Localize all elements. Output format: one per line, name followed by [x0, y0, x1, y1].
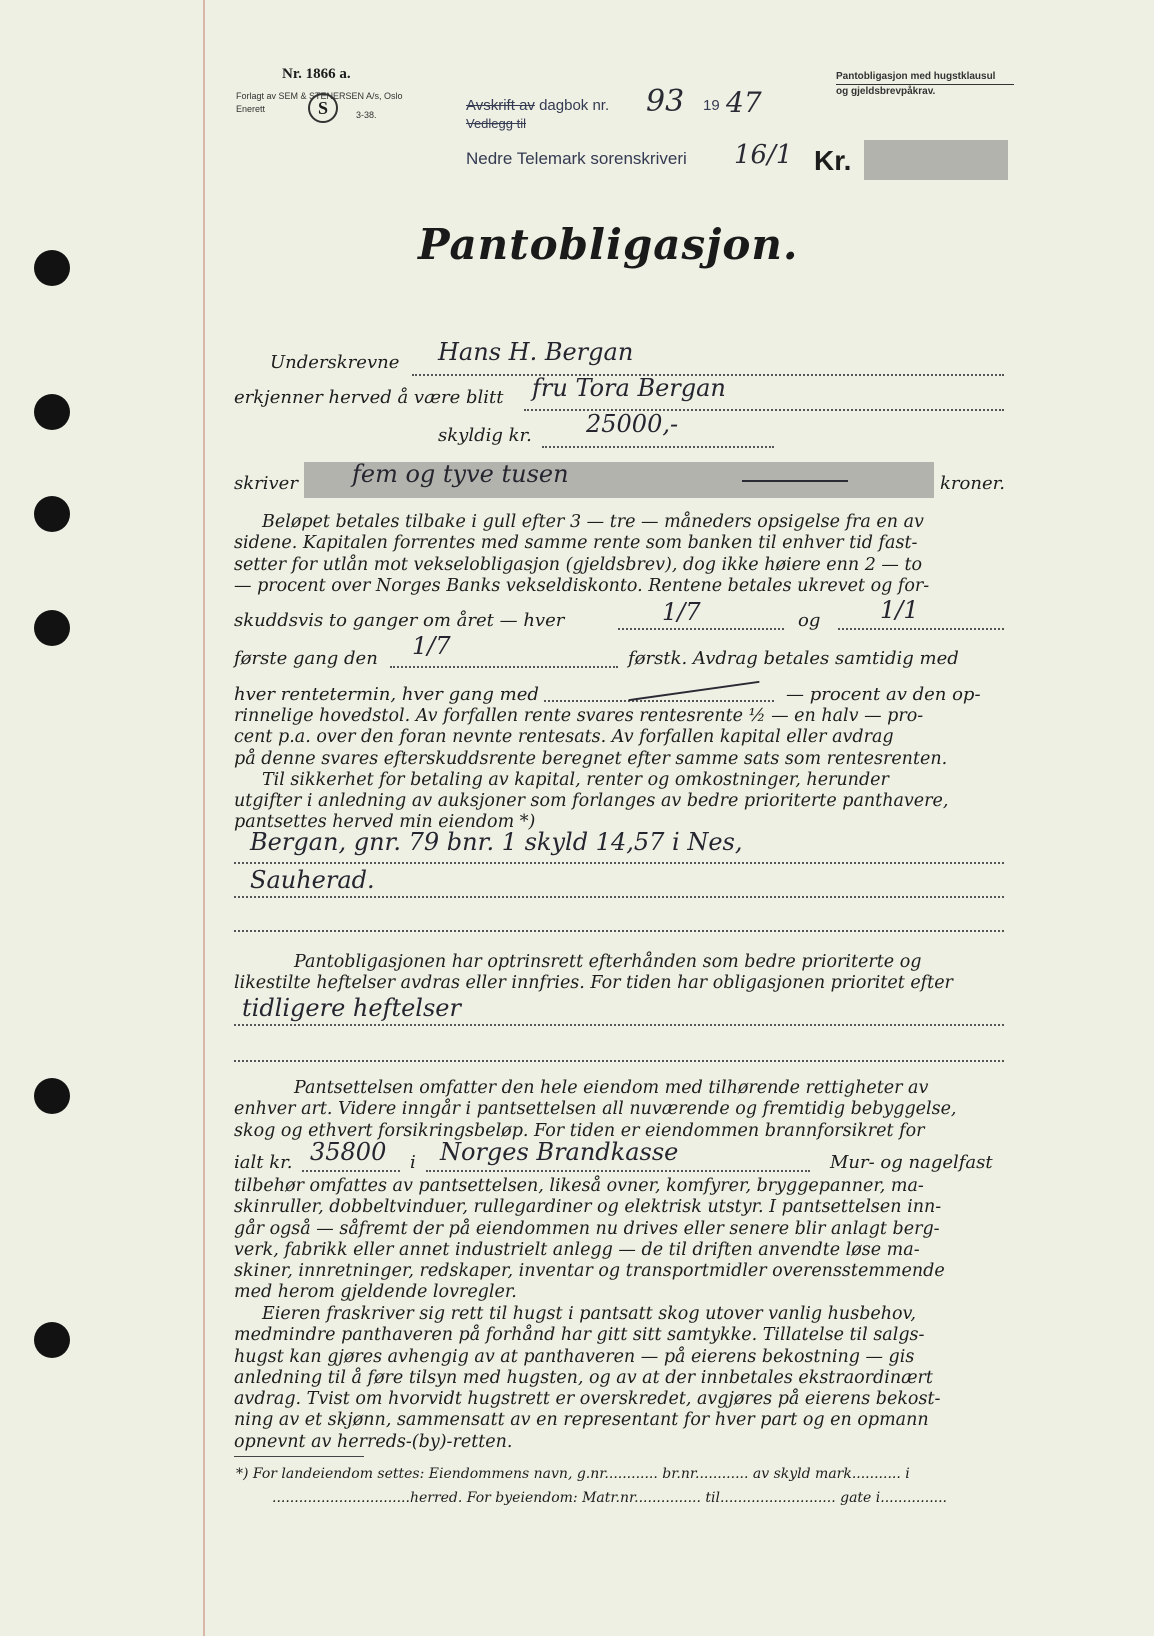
insured-amount: 35800	[310, 1138, 387, 1166]
clause-line: Eieren fraskriver sig rett til hugst i pantsatt skog utover vanlig husbehov,	[262, 1304, 916, 1324]
dotted-line	[390, 666, 618, 668]
stamp-struck-avskrift: Avskrift av	[466, 97, 535, 114]
undersigned-label: Underskrevne	[270, 352, 400, 373]
binder-hole	[34, 1322, 70, 1358]
margin-line	[203, 0, 205, 1636]
clause-line: sidene. Kapitalen forrentes med samme rente som banken til enhver tid fast-	[234, 533, 918, 554]
form-number: Nr. 1866 a.	[282, 66, 351, 82]
total-label: ialt kr.	[234, 1152, 293, 1173]
dotted-line	[234, 930, 1004, 932]
priority-value: tidligere heftelser	[242, 994, 461, 1022]
creditor-value: fru Tora Bergan	[532, 374, 726, 402]
year-suffix: 47	[726, 86, 762, 119]
year-prefix: 19	[703, 97, 720, 114]
clause-line: skinruller, dobbeltvinduer, rullegardiner og elektrisk utstyr. I pantsettelsen inn-	[234, 1197, 942, 1218]
clause-line: — procent over Norges Banks vekseldiskonto. Rentene betales ukrevet og for-	[234, 575, 930, 596]
clause-line: tilbehør omfattes av pantsettelsen, likeså ovner, komfyrer, bryggepanner, ma-	[234, 1176, 924, 1196]
stamp-struck-vedlegg: Vedlegg til	[466, 116, 526, 131]
clause-fixtures	[234, 1176, 1008, 1304]
clause-line: opnevnt av herreds-(by)-retten.	[234, 1431, 513, 1452]
dotted-line	[426, 1170, 810, 1172]
dotted-line	[234, 862, 1004, 864]
dotted-line	[234, 1024, 1004, 1026]
dotted-line	[618, 628, 784, 630]
dotted-line	[838, 628, 1004, 630]
dotted-line	[542, 446, 774, 448]
publisher-enerett: Enerett	[236, 104, 266, 114]
clause-interest	[234, 706, 1008, 834]
binder-hole	[34, 250, 70, 286]
clause-line: cent p.a. over den foran nevnte rentesats. Av forfallen kapital eller avdrag	[234, 727, 894, 748]
clause-line: Pantobligasjonen har optrinsrett efterhånden som bedre prioriterte og	[294, 952, 922, 972]
clause-line: går også — såfremt der på eiendommen nu drives eller senere blir anlagt berg-	[234, 1218, 940, 1239]
clause-repayment	[234, 512, 1008, 597]
each-term-rest: — procent av den op-	[786, 684, 981, 705]
amount-words: fem og tyve tusen	[352, 460, 569, 488]
installment-date-1: 1/7	[662, 598, 701, 626]
clause-coverage	[234, 1078, 1008, 1142]
clause-line: Beløpet betales tilbake i gull efter 3 — tre — måneders opsigelse fra en av	[262, 512, 924, 532]
clause-line: verk, fabrikk eller annet industrielt anlegg — de til driften anvendte løse ma-	[234, 1239, 920, 1260]
footnote-line-2: ...............................herred. For byeiendom: Matr.nr............... til.......................... gate i...............	[272, 1490, 948, 1506]
stamp-line-1	[466, 97, 609, 114]
clause-line: medmindre panthaveren på forhånd har gitt sitt samtykke. Tillatelse til salgs-	[234, 1325, 925, 1346]
top-right-note	[836, 70, 1014, 99]
clause-line: med herom gjeldende lovregler.	[234, 1282, 517, 1303]
clause-line: anledning til å føre tilsyn med hugsten, og av at der innbetales ekstraordinært	[234, 1367, 933, 1388]
dotted-line	[234, 896, 1004, 898]
clause-logging	[234, 1304, 1008, 1453]
property-line-1: Bergan, gnr. 79 bnr. 1 skyld 14,57 i Nes,	[250, 828, 743, 856]
first-date: 1/7	[412, 632, 451, 660]
dotted-line	[302, 1170, 400, 1172]
clause-line: på denne svares efterskuddsrente beregnet efter samme sats som rentesrenten.	[234, 748, 948, 769]
clause-line: rinnelige hovedstol. Av forfallen rente svares rentesrente ½ — en halv — pro-	[234, 706, 924, 726]
binder-hole	[34, 496, 70, 532]
top-right-line-1: Pantobligasjon med hugstklausul	[836, 70, 1014, 85]
undersigned-value: Hans H. Bergan	[438, 338, 634, 366]
publisher-date: 3-38.	[356, 110, 377, 120]
after-insurer: Mur- og nagelfast	[830, 1152, 993, 1173]
in-label: i	[410, 1152, 416, 1173]
date-handwritten: 16/1	[734, 140, 793, 170]
publisher-logo: S	[308, 93, 338, 123]
dotted-line	[544, 700, 774, 702]
diary-number: 93	[646, 84, 685, 119]
page-title: Pantobligasjon.	[418, 220, 799, 269]
clause-line: skiner, innretninger, redskaper, inventar og transportmidler overensstemmende	[234, 1261, 945, 1282]
kr-label: Kr.	[814, 145, 852, 176]
installment-label: skuddsvis to ganger om året — hver	[234, 610, 565, 631]
clause-line: likestilte heftelser avdras eller innfries. For tiden har obligasjonen prioritet efter	[234, 973, 953, 994]
clause-line: Til sikkerhet for betaling av kapital, renter og omkostninger, herunder	[262, 769, 889, 790]
clause-priority	[234, 952, 1008, 995]
top-right-line-2: og gjeldsbrevpåkrav.	[836, 86, 936, 97]
clause-line: ning av et skjønn, sammensatt av en representant for hver part og en opmann	[234, 1410, 929, 1431]
footnote-rule	[234, 1456, 364, 1457]
binder-hole	[34, 1078, 70, 1114]
insurer: Norges Brandkasse	[440, 1138, 679, 1166]
writes-label: skriver	[234, 473, 298, 494]
binder-hole	[34, 610, 70, 646]
acknowledges-label: erkjenner herved å være blitt	[234, 387, 504, 408]
each-term-label: hver rentetermin, hver gang med	[234, 684, 539, 705]
first-time-rest: førstk. Avdrag betales samtidig med	[628, 648, 959, 669]
clause-line: utgifter i anledning av auksjoner som forlanges av bedre prioriterte panthavere,	[234, 791, 949, 812]
property-line-2: Sauherad.	[250, 866, 375, 894]
footnote-line-1: *) For landeiendom settes: Eiendommens navn, g.nr............ br.nr............ av skyld mark........... i	[236, 1466, 910, 1482]
binder-hole	[34, 394, 70, 430]
handwritten-stroke	[629, 681, 760, 701]
handwritten-dash	[742, 480, 848, 482]
and-label: og	[798, 610, 821, 631]
amount-box	[864, 140, 1008, 180]
installment-date-2: 1/1	[880, 596, 919, 624]
clause-line: skog og ethvert forsikringsbeløp. For tiden er eiendommen brannforsikret for	[234, 1120, 925, 1141]
stamp-dagbok-label: dagbok nr.	[539, 97, 610, 114]
owes-label: skyldig kr.	[438, 425, 532, 446]
clause-line: Pantsettelsen omfatter den hele eiendom med tilhørende rettigheter av	[294, 1078, 929, 1098]
amount-value: 25000,-	[586, 410, 679, 438]
clause-line: hugst kan gjøres avhengig av at panthaveren — på eierens bekostning — gis	[234, 1346, 915, 1367]
first-time-label: første gang den	[234, 648, 378, 669]
dotted-line	[234, 1060, 1004, 1062]
clause-line: pantsettes herved min eiendom *)	[234, 812, 536, 833]
clause-line: setter for utlån mot vekselobligasjon (gjeldsbrev), dog ikke høiere enn 2 — to	[234, 554, 923, 575]
kroner-label: kroner.	[940, 473, 1005, 494]
office-name: Nedre Telemark sorenskriveri	[466, 149, 687, 168]
publisher-line: Forlagt av SEM & STENERSEN A/s, Oslo	[236, 91, 403, 101]
clause-line: avdrag. Tvist om hvorvidt hugstrett er overskredet, avgjøres på eierens bekost-	[234, 1389, 941, 1410]
clause-line: enhver art. Videre inngår i pantsettelsen all nuværende og fremtidig bebyggelse,	[234, 1099, 957, 1120]
